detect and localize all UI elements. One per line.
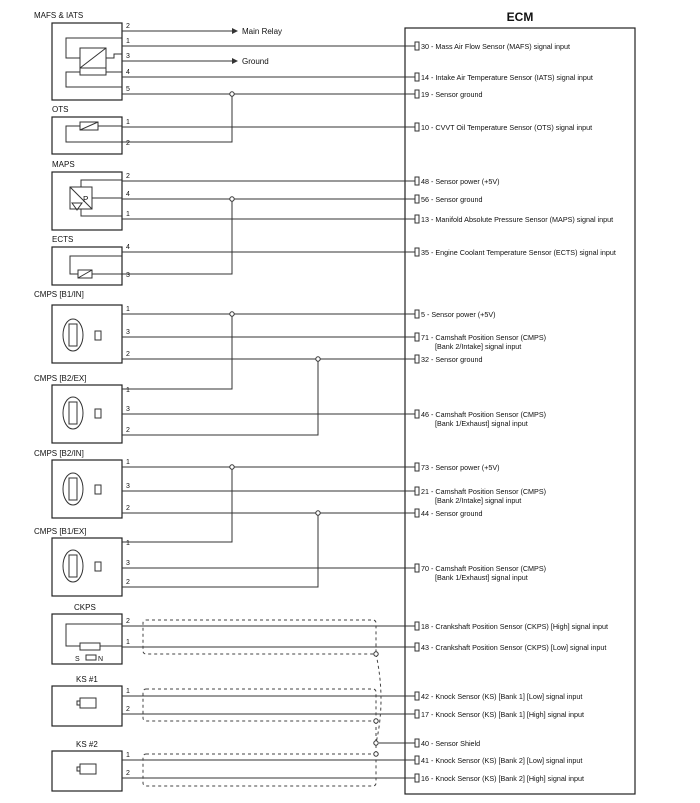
ecm-pin-label: 17 - Knock Sensor (KS) [Bank 1] [High] signal input bbox=[421, 710, 584, 719]
ecm-pin-row bbox=[415, 710, 584, 719]
ecm-pin-label-line2: [Bank 2/Intake] signal input bbox=[435, 496, 522, 505]
ecm-pin-row bbox=[415, 739, 480, 748]
ckps-magnet-icon bbox=[80, 643, 100, 650]
ecm-pin-label: 40 - Sensor Shield bbox=[421, 739, 481, 748]
pin-number: 3 bbox=[126, 329, 130, 336]
ecm-pin-label: 71 - Camshaft Position Sensor (CMPS) bbox=[421, 333, 547, 342]
pin-number: 1 bbox=[126, 688, 130, 695]
ecm-pin-row bbox=[415, 756, 582, 765]
ecm-pin-row bbox=[415, 215, 613, 224]
component-maps bbox=[52, 160, 122, 230]
ecm-pin-label: 43 - Crankshaft Position Sensor (CKPS) [Low] signal input bbox=[421, 643, 607, 652]
pin-terminal-icon bbox=[415, 355, 419, 363]
knock-sensor-icon bbox=[80, 764, 96, 774]
pin-number: 2 bbox=[126, 505, 130, 512]
ecm-pin-label: 41 - Knock Sensor (KS) [Bank 2] [Low] signal input bbox=[421, 756, 583, 765]
ks1-shield bbox=[143, 689, 376, 721]
ecm-title: ECM bbox=[506, 10, 534, 24]
pin-terminal-icon bbox=[415, 310, 419, 318]
pin-number: 2 bbox=[126, 706, 130, 713]
pin-number: 3 bbox=[126, 406, 130, 413]
component-box bbox=[52, 751, 122, 791]
component-label: CMPS [B1/IN] bbox=[34, 290, 84, 299]
splice-point bbox=[230, 312, 234, 316]
component-box bbox=[52, 247, 122, 285]
ecm-pin-label: 21 - Camshaft Position Sensor (CMPS) bbox=[421, 487, 547, 496]
ecm-pin-row bbox=[415, 509, 483, 518]
arrow-right-icon bbox=[232, 58, 238, 64]
arrow-right-icon bbox=[232, 28, 238, 34]
ecm-pin-label: 30 - Mass Air Flow Sensor (MAFS) signal input bbox=[421, 42, 570, 51]
ecm-pin-row bbox=[415, 643, 606, 652]
component-ects bbox=[52, 235, 122, 285]
pin-number: 4 bbox=[126, 191, 130, 198]
ecm-pin-row bbox=[415, 333, 546, 351]
pin-terminal-icon bbox=[415, 248, 419, 256]
pin-number: 2 bbox=[126, 427, 130, 434]
splice-point bbox=[230, 92, 234, 96]
splice-point bbox=[316, 357, 320, 361]
ecm-pin-label: 56 - Sensor ground bbox=[421, 195, 483, 204]
pin-number: 1 bbox=[126, 639, 130, 646]
ecm-pin-label: 10 - CVVT Oil Temperature Sensor (OTS) signal input bbox=[421, 123, 593, 132]
component-cmps-b1-ex bbox=[34, 527, 122, 596]
pin-number: 2 bbox=[126, 173, 130, 180]
component-box bbox=[52, 23, 122, 100]
ecm-pin-label: 42 - Knock Sensor (KS) [Bank 1] [Low] signal input bbox=[421, 692, 583, 701]
ecm-pin-label: 32 - Sensor ground bbox=[421, 355, 483, 364]
component-box bbox=[52, 614, 122, 664]
pin-terminal-icon bbox=[415, 643, 419, 651]
ecm-pin-list bbox=[415, 42, 616, 783]
ecm-pin-row bbox=[415, 248, 616, 257]
pin-number: 1 bbox=[126, 38, 130, 45]
component-box bbox=[52, 686, 122, 726]
pin-number: 2 bbox=[126, 23, 130, 30]
component-label: CMPS [B2/IN] bbox=[34, 449, 84, 458]
pin-number: 2 bbox=[126, 351, 130, 358]
pin-terminal-icon bbox=[415, 333, 419, 341]
ckps-s-pole: S bbox=[75, 656, 80, 663]
component-mafs-iats bbox=[34, 11, 122, 100]
pin-terminal-icon bbox=[415, 692, 419, 700]
ecm-pin-label: 46 - Camshaft Position Sensor (CMPS) bbox=[421, 410, 547, 419]
pin-number: 1 bbox=[126, 540, 130, 547]
pin-number: 1 bbox=[126, 306, 130, 313]
ecm-pin-row bbox=[415, 310, 496, 319]
ecm-pin-row bbox=[415, 774, 584, 783]
component-ks2 bbox=[52, 740, 122, 791]
pin-terminal-icon bbox=[415, 487, 419, 495]
ecm-pin-row bbox=[415, 622, 608, 631]
pin-number: 1 bbox=[126, 211, 130, 218]
pin-number: 2 bbox=[126, 579, 130, 586]
pin-terminal-icon bbox=[415, 73, 419, 81]
ecm-pin-label-line2: [Bank 2/Intake] signal input bbox=[435, 342, 522, 351]
pin-terminal-icon bbox=[415, 177, 419, 185]
pin-number: 2 bbox=[126, 140, 130, 147]
ecm-pin-row bbox=[415, 564, 546, 582]
pin-terminal-icon bbox=[415, 90, 419, 98]
sensor-shield bbox=[143, 620, 381, 786]
component-label: MAPS bbox=[52, 160, 75, 169]
pin-terminal-icon bbox=[415, 215, 419, 223]
ckps-n-pole: N bbox=[98, 656, 104, 663]
ecm-pin-row bbox=[415, 355, 483, 364]
pin-number: 1 bbox=[126, 752, 130, 759]
ecm-pin-row bbox=[415, 123, 592, 132]
ecm-pin-label: 13 - Manifold Absolute Pressure Sensor (MAPS) signal input bbox=[421, 215, 614, 224]
pin-numbers bbox=[126, 23, 130, 777]
component-label: OTS bbox=[52, 105, 69, 114]
pin-number: 1 bbox=[126, 119, 130, 126]
ecm-pin-label-line2: [Bank 1/Exhaust] signal input bbox=[435, 419, 528, 428]
splice-point bbox=[230, 465, 234, 469]
ecm-pin-row bbox=[415, 42, 570, 51]
splice-point bbox=[316, 511, 320, 515]
pin-terminal-icon bbox=[415, 622, 419, 630]
component-label: KS #2 bbox=[76, 740, 98, 749]
pin-number: 1 bbox=[126, 387, 130, 394]
component-ots bbox=[52, 105, 122, 154]
pin-terminal-icon bbox=[415, 710, 419, 718]
component-label: KS #1 bbox=[76, 675, 98, 684]
knock-sensor-icon bbox=[80, 698, 96, 708]
component-cmps-b2-in bbox=[34, 449, 122, 518]
pin-number: 2 bbox=[126, 770, 130, 777]
component-box bbox=[52, 538, 122, 596]
pin-number: 3 bbox=[126, 272, 130, 279]
ecm-pin-label: 48 - Sensor power (+5V) bbox=[421, 177, 500, 186]
pin-number: 3 bbox=[126, 53, 130, 60]
component-label: CKPS bbox=[74, 603, 96, 612]
ecm-pin-row bbox=[415, 463, 500, 472]
pin-number: 4 bbox=[126, 244, 130, 251]
maps-p-symbol: P bbox=[83, 195, 89, 204]
pin-number: 2 bbox=[126, 618, 130, 625]
pin-terminal-icon bbox=[415, 123, 419, 131]
ckps-shield bbox=[143, 620, 376, 654]
ecm-pin-label: 73 - Sensor power (+5V) bbox=[421, 463, 500, 472]
ecm-pin-label: 16 - Knock Sensor (KS) [Bank 2] [High] signal input bbox=[421, 774, 584, 783]
ground-label: Ground bbox=[242, 57, 269, 66]
pin-terminal-icon bbox=[415, 509, 419, 517]
ecm-pin-row bbox=[415, 487, 546, 505]
ecm-pin-label: 44 - Sensor ground bbox=[421, 509, 483, 518]
ecm-pin-row bbox=[415, 73, 593, 82]
component-label: MAFS & IATS bbox=[34, 11, 84, 20]
component-box bbox=[52, 385, 122, 443]
pin-terminal-icon bbox=[415, 739, 419, 747]
ecm-pin-label: 70 - Camshaft Position Sensor (CMPS) bbox=[421, 564, 547, 573]
component-cmps-b1-in bbox=[34, 290, 122, 363]
main-relay-label: Main Relay bbox=[242, 27, 283, 36]
component-ckps bbox=[52, 603, 122, 664]
pin-terminal-icon bbox=[415, 195, 419, 203]
ecm-pin-row bbox=[415, 410, 546, 428]
ecm-pin-row bbox=[415, 195, 483, 204]
component-label: ECTS bbox=[52, 235, 74, 244]
ecm-pin-label: 5 - Sensor power (+5V) bbox=[421, 310, 496, 319]
ks2-shield bbox=[143, 754, 376, 786]
pin-number: 4 bbox=[126, 69, 130, 76]
ecm-pin-label: 35 - Engine Coolant Temperature Sensor (ECTS) signal input bbox=[421, 248, 616, 257]
ecm-pin-label: 18 - Crankshaft Position Sensor (CKPS) [High] signal input bbox=[421, 622, 608, 631]
pin-number: 3 bbox=[126, 483, 130, 490]
ecm-pin-label: 14 - Intake Air Temperature Sensor (IATS) signal input bbox=[421, 73, 593, 82]
pin-terminal-icon bbox=[415, 774, 419, 782]
splice-point bbox=[230, 197, 234, 201]
pin-terminal-icon bbox=[415, 756, 419, 764]
pin-number: 5 bbox=[126, 86, 130, 93]
iats-element-icon bbox=[80, 68, 106, 75]
component-label: CMPS [B1/EX] bbox=[34, 527, 87, 536]
component-label: CMPS [B2/EX] bbox=[34, 374, 87, 383]
component-ks1 bbox=[52, 675, 122, 726]
component-box bbox=[52, 117, 122, 154]
component-cmps-b2-ex bbox=[34, 374, 122, 443]
pin-terminal-icon bbox=[415, 564, 419, 572]
pin-terminal-icon bbox=[415, 410, 419, 418]
component-box bbox=[52, 305, 122, 363]
ecm-pin-row bbox=[415, 692, 582, 701]
ecm-pin-label: 19 - Sensor ground bbox=[421, 90, 483, 99]
pin-number: 1 bbox=[126, 459, 130, 466]
pin-terminal-icon bbox=[415, 463, 419, 471]
ecm-pin-row bbox=[415, 177, 500, 186]
signal-wires bbox=[122, 46, 415, 778]
pin-terminal-icon bbox=[415, 42, 419, 50]
pin-number: 3 bbox=[126, 560, 130, 567]
ecm-pin-label-line2: [Bank 1/Exhaust] signal input bbox=[435, 573, 528, 582]
ecm-pin-row bbox=[415, 90, 483, 99]
